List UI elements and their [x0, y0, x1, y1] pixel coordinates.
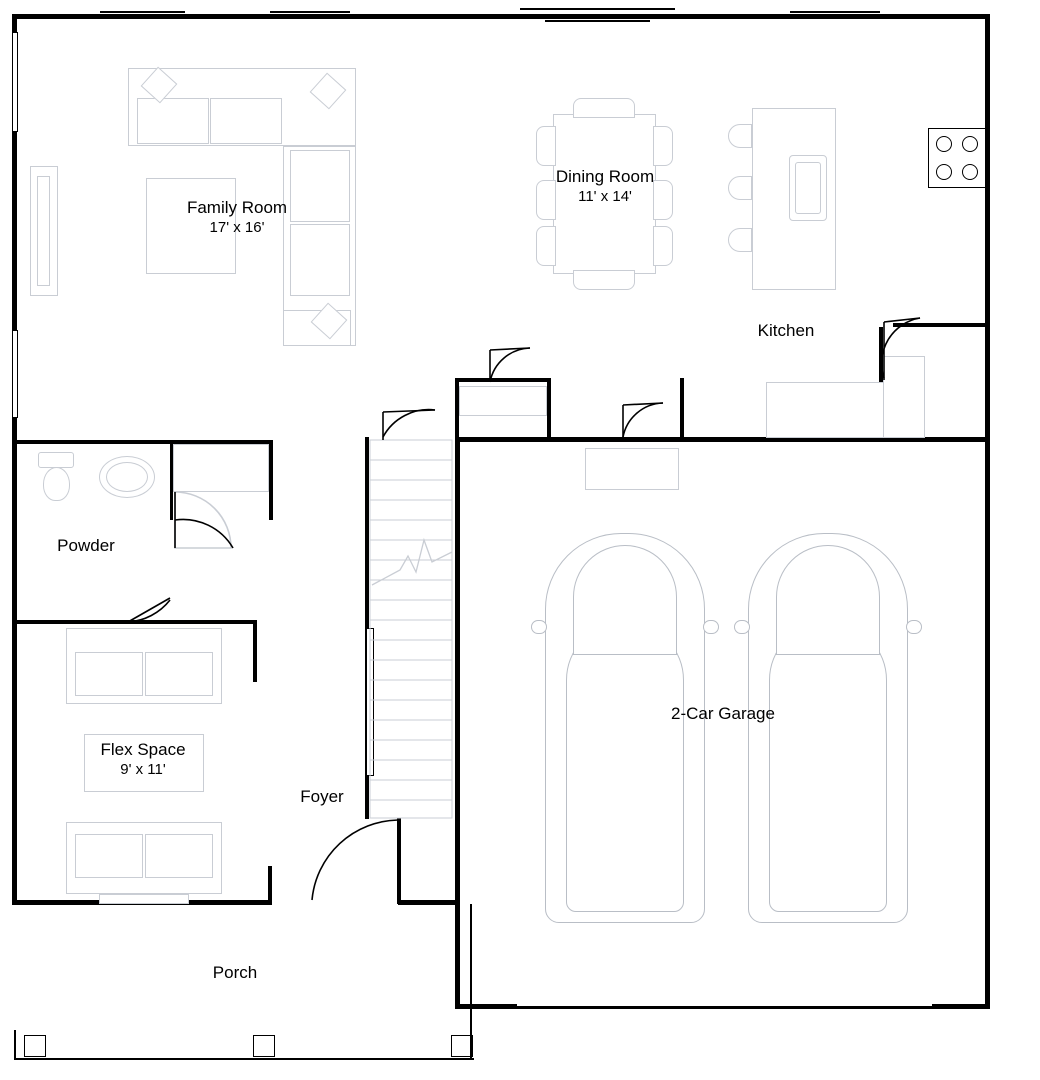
- window-top-4: [790, 11, 880, 13]
- room-label-text: Dining Room: [555, 167, 655, 186]
- staircase-treads: [370, 440, 452, 818]
- wall-garage-bottom-right: [932, 1004, 990, 1009]
- sofa-cushion-3: [290, 150, 350, 222]
- wall-exterior-right-garage: [985, 439, 990, 1009]
- island-stool-2: [728, 176, 752, 200]
- wall-powder-right: [269, 440, 273, 520]
- car-left-mirror-r: [703, 620, 719, 634]
- dining-chair-right-1: [653, 126, 673, 166]
- wall-powder-inner-right: [253, 620, 257, 682]
- sofa-cushion-2: [210, 98, 282, 144]
- car-right-mirror-l: [734, 620, 750, 634]
- window-left-1: [12, 32, 18, 132]
- kitchen-counter-right: [883, 356, 925, 438]
- powder-vanity: [173, 444, 269, 492]
- car-left-cabin: [566, 622, 684, 912]
- room-label-garage: [671, 704, 775, 724]
- stair-break-line: [372, 540, 452, 585]
- range-burner-1: [936, 136, 952, 152]
- toilet-tank: [38, 452, 74, 468]
- wall-front-bottom-right: [398, 900, 458, 905]
- car-right-hood: [776, 545, 880, 655]
- room-label-text: 2-Car Garage: [671, 704, 775, 723]
- range-burner-2: [962, 136, 978, 152]
- porch-edge-right: [470, 904, 472, 1060]
- dining-chair-left-2: [536, 180, 556, 220]
- wall-kitchen-nook-top: [893, 323, 990, 327]
- flex-sofa-bottom-base: [99, 894, 189, 904]
- toilet-bowl: [43, 467, 70, 501]
- wall-foyer-right: [397, 818, 401, 904]
- dining-chair-bottom: [573, 270, 635, 290]
- window-top-2: [270, 11, 350, 13]
- room-label-porch: [213, 963, 257, 983]
- fireplace-inner: [37, 176, 50, 286]
- car-right-mirror-r: [906, 620, 922, 634]
- window-top-3b: [545, 20, 650, 22]
- room-label-text: Porch: [212, 963, 258, 982]
- wall-exterior-right-upper: [985, 14, 990, 439]
- window-top-1: [100, 11, 185, 13]
- kitchen-range: [928, 128, 986, 188]
- room-label-family-room: [187, 198, 287, 238]
- pantry-bench: [585, 448, 679, 490]
- room-dim-text: 9' x 11': [120, 761, 166, 778]
- room-label-kitchen: [758, 321, 815, 341]
- flex-sofa-top-cushion-1: [75, 652, 143, 696]
- wall-powder-bottom: [17, 620, 257, 624]
- dining-chair-left-3: [536, 226, 556, 266]
- wall-mudroom-top: [455, 378, 550, 382]
- wall-exterior-top: [12, 14, 990, 19]
- car-left-hood: [573, 545, 677, 655]
- flex-sofa-bottom-cushion-2: [145, 834, 213, 878]
- room-label-text: Flex Space: [100, 740, 186, 759]
- flex-sofa-bottom-cushion-1: [75, 834, 143, 878]
- room-dim-text: 17' x 16': [209, 219, 265, 236]
- porch-column-1: [24, 1035, 46, 1057]
- room-label-flex-space: [100, 740, 185, 780]
- range-burner-3: [936, 164, 952, 180]
- flex-sofa-top-cushion-2: [145, 652, 213, 696]
- island-stool-3: [728, 228, 752, 252]
- sink-basin-inner: [106, 462, 148, 492]
- room-label-text: Powder: [57, 536, 115, 555]
- range-burner-4: [962, 164, 978, 180]
- sofa-cushion-1: [137, 98, 209, 144]
- wall-pantry-left: [680, 378, 684, 438]
- dining-chair-top: [573, 98, 635, 118]
- kitchen-counter-lower: [766, 382, 884, 438]
- wall-exterior-left: [12, 14, 17, 904]
- window-top-3: [520, 8, 675, 10]
- dining-chair-right-2: [653, 180, 673, 220]
- room-label-dining-room: [556, 167, 654, 207]
- wall-foyer-left: [268, 866, 272, 904]
- wall-mudroom-right: [547, 378, 551, 438]
- room-label-text: Family Room: [186, 198, 288, 217]
- mudroom-bench: [459, 386, 547, 416]
- room-dim-text: 11' x 14': [578, 188, 632, 205]
- island-stool-1: [728, 124, 752, 148]
- dining-chair-left-1: [536, 126, 556, 166]
- porch-column-2: [253, 1035, 275, 1057]
- porch-edge-bottom: [14, 1030, 16, 1060]
- car-left-mirror-l: [531, 620, 547, 634]
- car-right-cabin: [769, 622, 887, 912]
- room-label-text: Kitchen: [757, 321, 815, 340]
- wall-garage-left: [455, 437, 460, 1009]
- window-left-2: [12, 330, 18, 418]
- kitchen-sink-basin: [795, 162, 821, 214]
- window-foyer-side: [366, 628, 374, 776]
- room-label-foyer: [300, 787, 343, 807]
- sofa-cushion-4: [290, 224, 350, 296]
- room-label-text: Foyer: [300, 787, 344, 806]
- dining-chair-right-3: [653, 226, 673, 266]
- room-label-powder: [57, 536, 115, 556]
- wall-garage-door-opening: [517, 1006, 932, 1009]
- porch-edge-left: [14, 1058, 474, 1060]
- wall-garage-bottom: [455, 1004, 517, 1009]
